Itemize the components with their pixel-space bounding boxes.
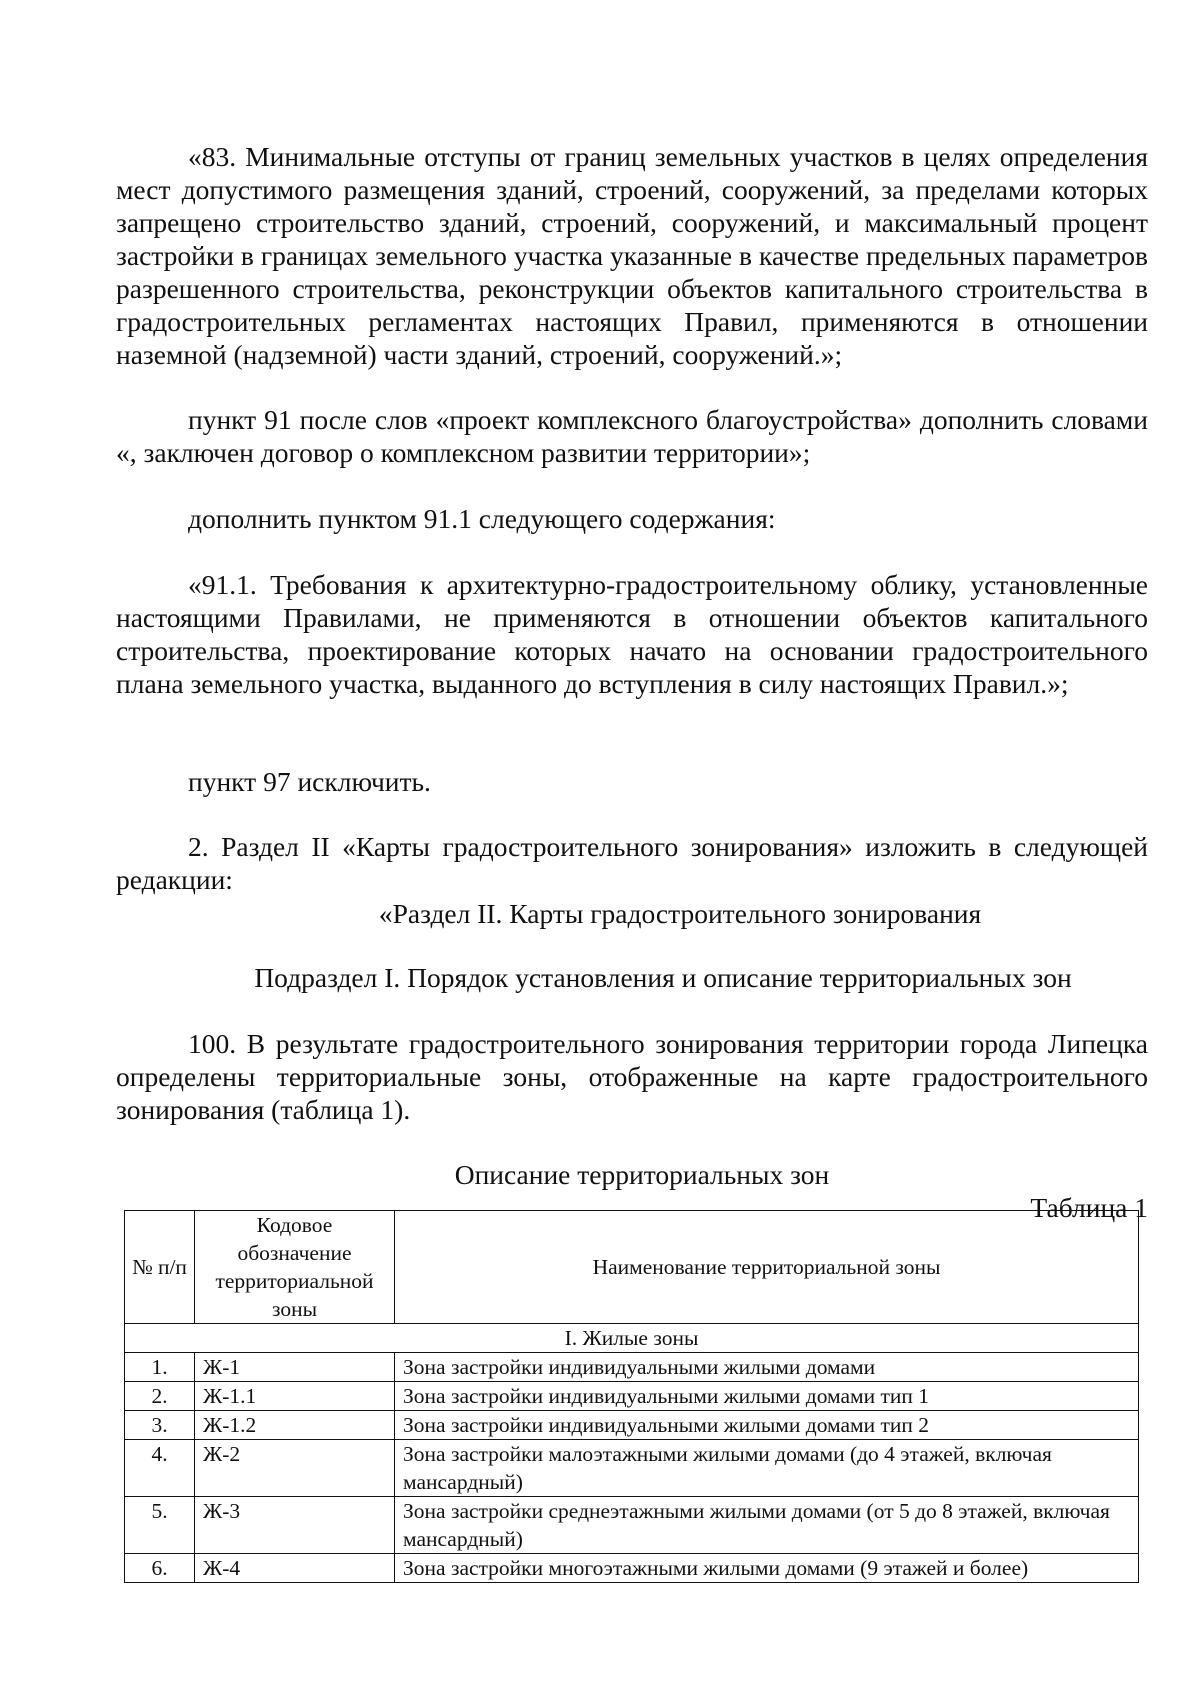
row-num: 3.	[125, 1411, 195, 1440]
table-row	[125, 1353, 1139, 1382]
row-name: Зона застройки малоэтажными жилыми домами (до 4 этажей, включая мансардный)	[395, 1440, 1139, 1497]
section-title	[360, 897, 1000, 930]
row-num: 5.	[125, 1497, 195, 1554]
row-name: Зона застройки индивидуальными жилыми домами	[395, 1353, 1139, 1382]
paragraph-97	[116, 765, 1148, 798]
paragraph-91-add	[116, 502, 1148, 535]
paragraph-91	[116, 403, 1148, 469]
row-code: Ж-3	[195, 1497, 395, 1554]
table-row	[125, 1440, 1139, 1497]
row-code: Ж-2	[195, 1440, 395, 1497]
row-code: Ж-1	[195, 1353, 395, 1382]
row-name: Зона застройки индивидуальными жилыми домами тип 1	[395, 1382, 1139, 1411]
table-group-row	[125, 1324, 1139, 1353]
table-caption	[116, 1158, 1148, 1191]
table-row	[125, 1382, 1139, 1411]
row-name: Зона застройки многоэтажными жилыми домами (9 этажей и более)	[395, 1554, 1139, 1583]
row-num: 6.	[125, 1554, 195, 1583]
paragraph-91-text: пункт 91 после слов «проект комплексного благоустройства» дополнить словами «, заключен договор о комплексном развитии территории»;	[116, 404, 1148, 468]
paragraph-83	[116, 140, 1148, 371]
subsection-title-text: Подраздел I. Порядок установления и описание территориальных зон	[254, 962, 1072, 993]
section-title-text: «Раздел II. Карты градостроительного зонирования	[378, 898, 982, 929]
row-code: Ж-1.1	[195, 1382, 395, 1411]
paragraph-91-1-text: «91.1. Требования к архитектурно-градостроительному облику, установленные настоящими Правилами, не применяются в отношении объектов капитального строительства, проектирование которых начато на основании градостроительного плана земельного участка, выданного до вступления в силу настоящих Правил.»;	[116, 569, 1148, 699]
zones-table-wrapper	[124, 1210, 1138, 1583]
table-label-text: Таблица 1	[1030, 1192, 1148, 1223]
header-num: № п/п	[125, 1211, 195, 1324]
paragraph-2-text: 2. Раздел II «Карты градостроительного зонирования» изложить в следующей редакции:	[116, 831, 1148, 895]
table-row	[125, 1411, 1139, 1440]
paragraph-2	[116, 830, 1148, 896]
row-code: Ж-4	[195, 1554, 395, 1583]
row-num: 4.	[125, 1440, 195, 1497]
paragraph-91-1	[116, 568, 1148, 700]
table-row	[125, 1497, 1139, 1554]
table-row	[125, 1554, 1139, 1583]
paragraph-100-text: 100. В результате градостроительного зонирования территории города Липецка определены территориальные зоны, отображенные на карте градостроительного зонирования (таблица 1).	[116, 1028, 1148, 1125]
row-name: Зона застройки индивидуальными жилыми домами тип 2	[395, 1411, 1139, 1440]
zones-table	[124, 1210, 1139, 1583]
paragraph-100	[116, 1027, 1148, 1126]
table-caption-text: Описание территориальных зон	[454, 1159, 830, 1190]
header-name: Наименование территориальной зоны	[395, 1211, 1139, 1324]
row-num: 2.	[125, 1382, 195, 1411]
row-name: Зона застройки среднеэтажными жилыми домами (от 5 до 8 этажей, включая мансардный)	[395, 1497, 1139, 1554]
paragraph-97-text: пункт 97 исключить.	[188, 766, 431, 797]
header-code: Кодовое обозначение территориальной зоны	[195, 1211, 395, 1324]
subsection-title	[116, 961, 1148, 994]
row-code: Ж-1.2	[195, 1411, 395, 1440]
row-num: 1.	[125, 1353, 195, 1382]
group-residential: I. Жилые зоны	[125, 1324, 1139, 1353]
table-header-row	[125, 1211, 1139, 1324]
paragraph-83-text: «83. Минимальные отступы от границ земельных участков в целях определения мест допустимого размещения зданий, строений, сооружений, за пределами которых запрещено строительство зданий, строений, сооружений, и максимальный процент застройки в границах земельного участка указанные в качестве предельных параметров разрешенного строительства, реконструкции объектов капитального строительства в градостроительных регламентах настоящих Правил, применяются в отношении наземной (надземной) части зданий, строений, сооружений.»;	[116, 141, 1148, 370]
paragraph-91-add-text: дополнить пунктом 91.1 следующего содержания:	[188, 503, 776, 534]
